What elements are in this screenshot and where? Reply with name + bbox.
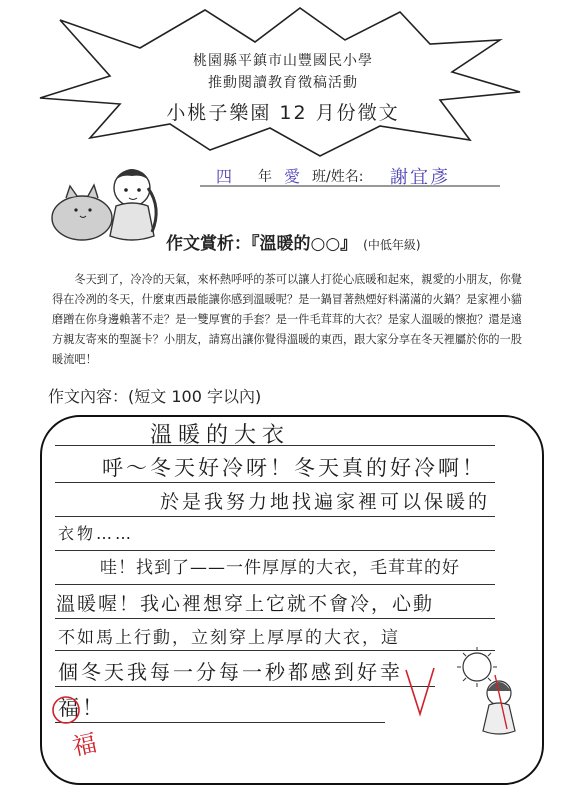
ruled-line <box>55 516 495 517</box>
grade-value: 四 <box>216 167 233 186</box>
activity-name: 推動閱讀教育徵稿活動 <box>208 75 358 91</box>
essay-line: 哇！找到了——一件厚厚的大衣，毛茸茸的好 <box>100 558 460 578</box>
student-name: 謝宜彥 <box>390 167 450 188</box>
grade-label: 年 <box>258 169 272 185</box>
essay-line: 不如馬上行動，立刻穿上厚厚的大衣，這 <box>58 628 400 648</box>
writing-prompt: 冬天到了，冷冷的天氣，來杯熱呼呼的茶可以讓人打從心底暖和起來，親愛的小朋友，你覺得在冷冽的冬天，什麼東西最能讓你感到溫暖呢？是一鍋冒著熱煙好料滿滿的火鍋？是家裡小貓磨蹭在你身邊賴著不走？是一雙厚實的手套？是一件毛茸茸的大衣？是家人溫暖的懷抱？還是遠方親友寄來的聖誕卡？小朋友，請寫出讓你覺得溫暖的東西，跟大家分享在冬天裡屬於你的一股暖流吧！ <box>52 273 522 366</box>
contest-title: 小桃子樂園 12 月份徵文 <box>166 102 400 124</box>
content-label: 作文內容：(短文 100 字以內) <box>48 387 262 406</box>
essay-line: 衣物…… <box>58 524 135 543</box>
essay-line: 個冬天我每一分每一秒都感到好幸 <box>58 660 403 684</box>
ruled-line <box>55 618 495 619</box>
class-name-label: 班/姓名: <box>312 169 364 185</box>
essay-title: 溫暖的大衣 <box>150 423 291 448</box>
essay-line: 於是我努力地找遍家裡可以保暖的 <box>160 491 491 513</box>
teacher-check-mark <box>400 660 440 720</box>
ruled-line <box>55 722 385 723</box>
ruled-line <box>55 584 495 585</box>
class-value: 愛 <box>284 167 301 186</box>
essay-line: 呼～冬天好冷呀！冬天真的好冷啊！ <box>102 456 486 480</box>
assignment-subject <box>166 229 421 254</box>
girl-and-cat-illustration <box>44 158 164 248</box>
ruled-line <box>55 550 495 551</box>
ruled-line <box>55 650 495 651</box>
essay-line: 溫暖喔！我心裡想穿上它就不會冷，心動 <box>56 593 435 615</box>
school-name: 桃園縣平鎮市山豐國民小學 <box>193 53 373 69</box>
subject-title: 作文賞析：『溫暖的○○』 <box>166 234 358 254</box>
ruled-line <box>55 482 495 483</box>
sun-and-child-illustration <box>455 645 540 740</box>
info-underline <box>200 184 500 188</box>
grade-level-note: (中低年級) <box>363 238 421 252</box>
essay-line: 福！ <box>58 696 106 720</box>
teacher-correction: 福 <box>69 728 100 762</box>
ruled-line <box>55 686 435 687</box>
